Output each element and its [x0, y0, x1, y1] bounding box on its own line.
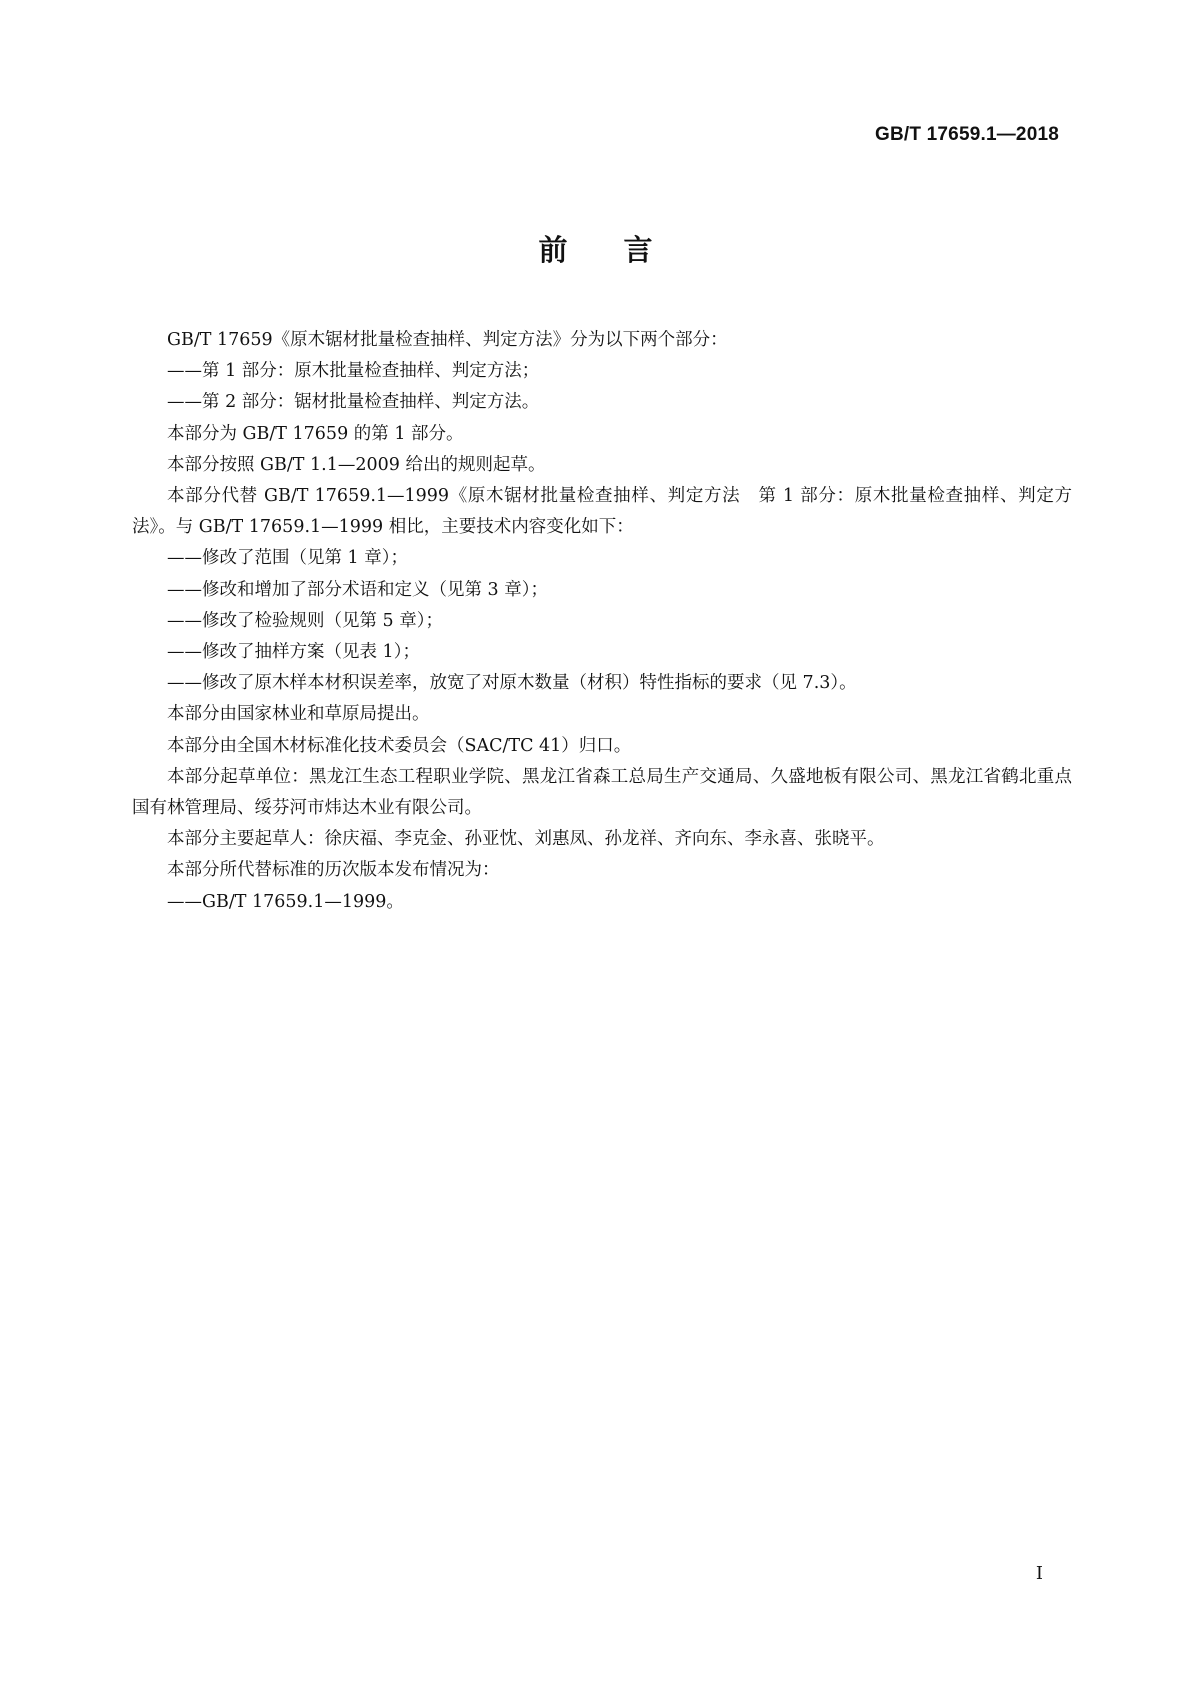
paragraph: 本部分为 GB/T 17659 的第 1 部分。 [167, 423, 464, 444]
foreword-body [132, 325, 1072, 918]
list-item: ——修改和增加了部分术语和定义（见第 3 章）； [167, 579, 549, 600]
list-item: ——修改了抽样方案（见表 1）； [167, 642, 420, 663]
title-char-1: 前 [538, 233, 568, 267]
paragraph: 本部分起草单位：黑龙江生态工程职业学院、黑龙江省森工总局生产交通局、久盛地板有限公司、黑龙江省鹤北重点国有林管理局、绥芬河市炜达木业有限公司。 [132, 766, 1072, 819]
paragraph: 本部分所代替标准的历次版本发布情况为： [167, 860, 500, 881]
standard-code: GB/T 17659.1—2018 [874, 124, 1059, 145]
paragraph: 本部分代替 GB/T 17659.1—1999《原木锯材批量检查抽样、判定方法 第 1 部分：原木批量检查抽样、判定方法》。与 GB/T 17659.1—1999 相比，主要技术内容变化如下： [132, 486, 1072, 538]
title-char-2: 言 [623, 233, 653, 267]
list-item: ——修改了检验规则（见第 5 章）； [167, 610, 444, 631]
list-item: ——GB/T 17659.1—1999。 [167, 891, 404, 912]
list-item: ——修改了原木样本材积误差率，放宽了对原木数量（材积）特性指标的要求（见 7.3）。 [167, 673, 857, 694]
paragraph: 本部分按照 GB/T 1.1—2009 给出的规则起草。 [167, 454, 546, 475]
paragraph: GB/T 17659《原木锯材批量检查抽样、判定方法》分为以下两个部分： [167, 330, 728, 350]
paragraph: 本部分主要起草人：徐庆福、李克金、孙亚忱、刘惠凤、孙龙祥、齐向东、李永喜、张晓平。 [167, 829, 885, 850]
page-number: I [1035, 1563, 1043, 1584]
list-item: ——修改了范围（见第 1 章）； [167, 548, 409, 569]
list-item: ——第 2 部分：锯材批量检查抽样、判定方法。 [167, 392, 540, 413]
page-title [0, 228, 1191, 269]
list-item: ——第 1 部分：原木批量检查抽样、判定方法； [167, 361, 540, 382]
paragraph: 本部分由全国木材标准化技术委员会（SAC/TC 41）归口。 [167, 735, 632, 756]
paragraph: 本部分由国家林业和草原局提出。 [167, 704, 430, 725]
